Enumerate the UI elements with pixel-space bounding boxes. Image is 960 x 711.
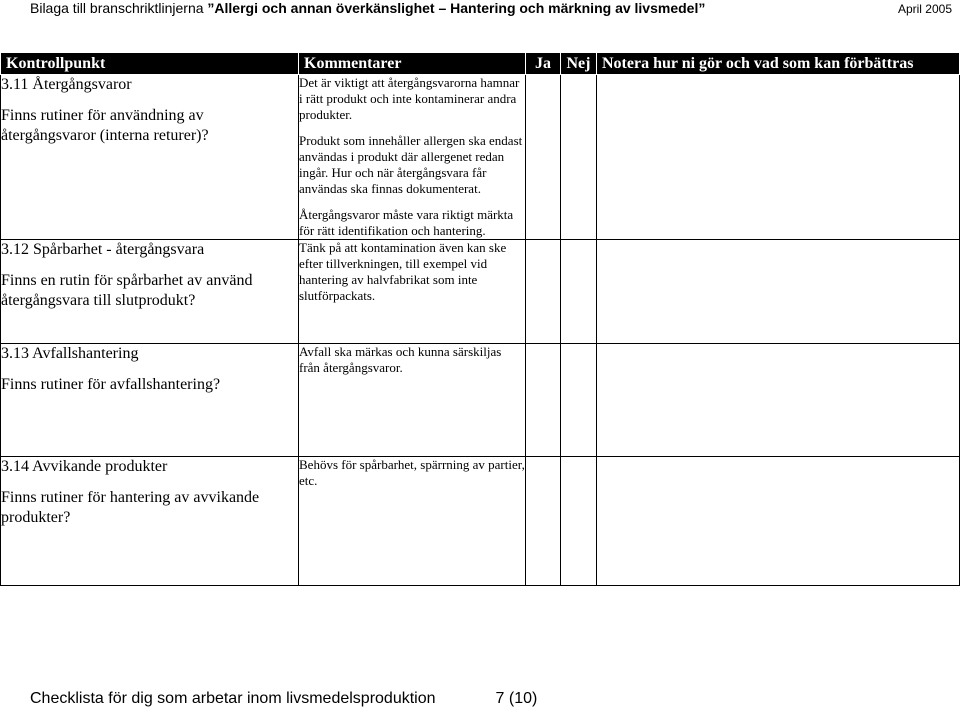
section-title: 3.11 Återgångsvaror <box>1 76 132 93</box>
section-title: 3.13 Avfallshantering <box>1 345 139 362</box>
page-header <box>30 0 952 17</box>
comment-text: Tänk på att kontamination även kan ske efter tillverkningen, till exempel vid hantering av halvfabrikat som inte slutförpackats. <box>299 240 507 303</box>
table-row <box>1 457 960 586</box>
header-prefix: Bilaga till branschriktlinjerna <box>30 0 208 16</box>
nej-checkbox-cell[interactable] <box>561 344 597 457</box>
header-date: April 2005 <box>897 2 952 16</box>
comment-text: Återgångsvaror måste vara riktigt märkta för rätt identifikation och hantering. <box>299 207 514 238</box>
table-header-row <box>1 53 960 75</box>
kontrollpunkt-cell <box>1 75 299 240</box>
section-title: 3.12 Spårbarhet - återgångsvara <box>1 241 205 258</box>
section-title: 3.14 Avvikande produkter <box>1 458 168 475</box>
comment-text: Avfall ska märkas och kunna särskiljas från återgångsvaror. <box>299 344 502 375</box>
table-row <box>1 344 960 457</box>
notera-cell[interactable] <box>597 75 960 240</box>
ja-checkbox-cell[interactable] <box>526 75 561 240</box>
header-guideline-title: ”Allergi och annan överkänslighet – Hantering och märkning av livsmedel” <box>207 0 706 16</box>
column-header-kontrollpunkt: Kontrollpunkt <box>1 53 299 75</box>
comment-text: Behövs för spårbarhet, spärrning av partier, etc. <box>299 457 525 488</box>
ja-checkbox-cell[interactable] <box>526 457 561 586</box>
kommentar-cell <box>299 344 526 457</box>
column-header-ja: Ja <box>526 53 561 75</box>
column-header-kommentarer: Kommentarer <box>299 53 526 75</box>
page-footer <box>30 690 537 708</box>
ja-checkbox-cell[interactable] <box>526 240 561 344</box>
section-question: Finns rutiner för hantering av avvikande produkter? <box>1 489 260 526</box>
section-question: Finns rutiner för användning av återgångsvaror (interna returer)? <box>1 107 209 144</box>
kommentar-cell <box>299 240 526 344</box>
section-question: Finns en rutin för spårbarhet av använd återgångsvara till slutprodukt? <box>1 272 253 309</box>
kommentar-cell <box>299 457 526 586</box>
page-number: 7 (10) <box>495 690 538 707</box>
column-header-notera: Notera hur ni gör och vad som kan förbättras <box>597 53 960 75</box>
comment-text: Det är viktigt att återgångsvarorna hamnar i rätt produkt och inte kontaminerar andra produkter. <box>299 75 520 122</box>
table-row <box>1 240 960 344</box>
kontrollpunkt-cell <box>1 344 299 457</box>
footer-text: Checklista för dig som arbetar inom livsmedelsproduktion <box>30 690 436 707</box>
nej-checkbox-cell[interactable] <box>561 75 597 240</box>
notera-cell[interactable] <box>597 240 960 344</box>
column-header-nej: Nej <box>561 53 597 75</box>
notera-cell[interactable] <box>597 344 960 457</box>
ja-checkbox-cell[interactable] <box>526 344 561 457</box>
checklist-table <box>0 52 960 586</box>
table-row <box>1 75 960 240</box>
kontrollpunkt-cell <box>1 457 299 586</box>
header-title <box>30 0 705 16</box>
kontrollpunkt-cell <box>1 240 299 344</box>
kommentar-cell <box>299 75 526 240</box>
section-question: Finns rutiner för avfallshantering? <box>1 376 221 393</box>
nej-checkbox-cell[interactable] <box>561 240 597 344</box>
nej-checkbox-cell[interactable] <box>561 457 597 586</box>
notera-cell[interactable] <box>597 457 960 586</box>
comment-text: Produkt som innehåller allergen ska endast användas i produkt där allergenet redan ingår. Hur och när återgångsvara får användas ska finnas dokumenterat. <box>299 133 523 196</box>
